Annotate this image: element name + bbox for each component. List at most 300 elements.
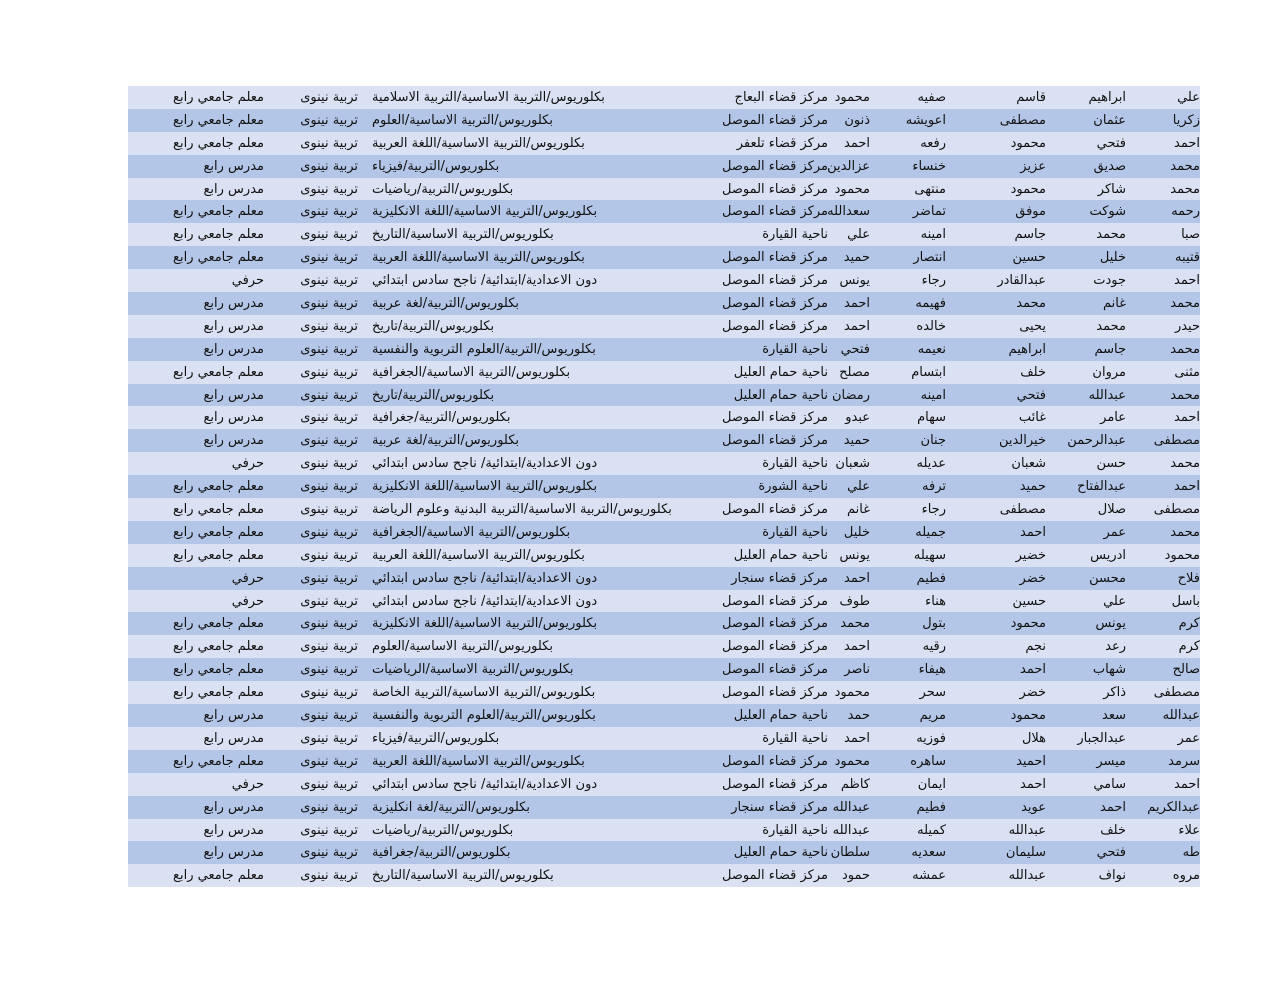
cell-grandfather-name: محمد (1016, 296, 1046, 312)
table-row (128, 612, 1200, 635)
cell-father-name: جودت (1093, 273, 1126, 289)
cell-qualification: بكلوريوس/التربية الاساسية/العلوم (372, 112, 553, 128)
cell-location: مركز قضاء البعاج (734, 90, 828, 105)
cell-job-title: حرفي (231, 570, 264, 586)
cell-grandfather-name: خضير (1015, 547, 1046, 563)
cell-mother-father-name: علي (847, 479, 870, 495)
cell-location: مركز قضاء الموصل (721, 204, 828, 220)
cell-grandfather-name: هلال (1021, 730, 1046, 746)
cell-location: مركز قضاء الموصل (721, 502, 828, 518)
cell-qualification: بكلوريوس/التربية الاساسية/الجغرافية (372, 524, 571, 540)
cell-directorate: تربية نينوى (300, 364, 358, 380)
cell-mother-name: كميله (917, 822, 946, 838)
cell-father-name: سعد (1102, 708, 1126, 724)
cell-qualification: بكلوريوس/التربية الاساسية/التاريخ (372, 868, 554, 884)
table-row (128, 819, 1200, 842)
cell-first-name: رحمه (1171, 204, 1200, 220)
cell-directorate: تربية نينوى (300, 410, 358, 426)
cell-directorate: تربية نينوى (300, 296, 358, 312)
cell-mother-father-name: محمود (834, 685, 870, 701)
table-row (128, 704, 1200, 727)
cell-mother-father-name: يونس (839, 273, 870, 289)
cell-father-name: خلف (1100, 822, 1126, 838)
cell-location: مركز قضاء تلعفر (736, 135, 828, 151)
cell-directorate: تربية نينوى (300, 433, 358, 449)
cell-directorate: تربية نينوى (300, 112, 358, 128)
cell-mother-name: فوزيه (916, 730, 946, 746)
cell-job-title: مدرس رابع (203, 845, 264, 861)
cell-first-name: احمد (1174, 479, 1200, 495)
cell-grandfather-name: محمود (1010, 708, 1046, 724)
cell-mother-father-name: محمد (840, 616, 870, 632)
cell-location: مركز قضاء الموصل (721, 410, 828, 426)
cell-location: مركز قضاء الموصل (721, 662, 828, 678)
cell-location: مركز قضاء سنجار (731, 570, 828, 586)
cell-first-name: مروه (1172, 868, 1200, 884)
cell-location: مركز قضاء الموصل (721, 433, 828, 449)
cell-qualification: بكلوريوس/التربية/تاريخ (372, 318, 495, 334)
cell-mother-father-name: طوف (839, 593, 870, 609)
cell-directorate: تربية نينوى (300, 181, 358, 197)
cell-qualification: بكلوريوس/التربية الاساسية/التاريخ (372, 227, 554, 243)
cell-mother-father-name: فتحي (840, 341, 870, 357)
cell-grandfather-name: حميد (1019, 479, 1046, 495)
cell-location: ناحية القيارة (762, 456, 828, 472)
cell-job-title: حرفي (231, 593, 264, 609)
cell-mother-father-name: حمد (847, 708, 870, 724)
cell-mother-father-name: ذنون (844, 112, 870, 128)
cell-father-name: عبدالرحمن (1067, 433, 1126, 449)
cell-mother-father-name: سعدالله (827, 204, 870, 220)
cell-father-name: احمد (1100, 799, 1126, 815)
cell-first-name: زكريا (1172, 112, 1200, 128)
table-row (128, 521, 1200, 544)
cell-location: ناحية حمام العليل (733, 708, 828, 724)
table-row (128, 429, 1200, 452)
cell-job-title: مدرس رابع (203, 433, 264, 449)
cell-directorate: تربية نينوى (300, 822, 358, 838)
cell-job-title: معلم جامعي رابع (173, 479, 264, 495)
cell-mother-name: جنان (920, 433, 946, 449)
cell-father-name: سامي (1093, 776, 1126, 792)
cell-first-name: مصطفى (1153, 433, 1200, 449)
cell-job-title: مدرس رابع (203, 296, 264, 312)
table-row (128, 727, 1200, 750)
cell-father-name: فتحي (1096, 845, 1126, 861)
cell-qualification: بكلوريوس/التربية/جغرافية (372, 845, 511, 861)
cell-mother-name: نعيمه (917, 341, 946, 357)
cell-grandfather-name: غائب (1018, 410, 1046, 426)
cell-job-title: معلم جامعي رابع (173, 250, 264, 266)
cell-mother-name: امينه (920, 227, 946, 243)
cell-directorate: تربية نينوى (300, 845, 358, 861)
cell-mother-name: عمشه (912, 868, 946, 884)
cell-directorate: تربية نينوى (300, 273, 358, 289)
cell-grandfather-name: ابراهيم (1008, 341, 1046, 357)
cell-job-title: معلم جامعي رابع (173, 502, 264, 518)
cell-mother-name: ساهره (910, 753, 946, 769)
cell-qualification: بكلوريوس/التربية الاساسية/الجغرافية (372, 364, 571, 380)
cell-first-name: قتيبه (1175, 250, 1200, 266)
cell-grandfather-name: عبدالقادر (997, 273, 1046, 289)
cell-father-name: محمد (1096, 227, 1126, 243)
cell-father-name: رعد (1105, 639, 1126, 655)
cell-first-name: محمد (1170, 456, 1200, 472)
cell-grandfather-name: احمد (1020, 524, 1046, 540)
cell-qualification: بكلوريوس/التربية/تاريخ (372, 387, 495, 403)
cell-qualification: بكلوريوس/التربية/لغة عربية (372, 433, 520, 449)
cell-first-name: محمد (1170, 341, 1200, 357)
cell-father-name: عثمان (1093, 112, 1126, 128)
cell-father-name: فتحي (1096, 135, 1126, 151)
cell-father-name: ميسر (1096, 753, 1126, 769)
cell-father-name: حسن (1096, 456, 1126, 472)
cell-location: مركز قضاء الموصل (721, 273, 828, 289)
cell-location: مركز قضاء الموصل (721, 112, 828, 128)
cell-job-title: معلم جامعي رابع (173, 868, 264, 884)
cell-father-name: مروان (1092, 364, 1126, 380)
cell-first-name: طه (1182, 845, 1200, 861)
cell-mother-father-name: احمد (844, 730, 870, 746)
cell-directorate: تربية نينوى (300, 456, 358, 472)
cell-directorate: تربية نينوى (300, 479, 358, 495)
cell-grandfather-name: فتحي (1016, 387, 1046, 403)
cell-mother-name: عديله (916, 456, 946, 472)
cell-grandfather-name: محمود (1010, 135, 1046, 151)
cell-location: ناحية القيارة (762, 822, 828, 838)
cell-job-title: معلم جامعي رابع (173, 90, 264, 105)
cell-father-name: خليل (1099, 250, 1126, 266)
cell-qualification: دون الاعدادية/ابتدائية/ ناجح سادس ابتدائي (372, 570, 598, 586)
cell-grandfather-name: عويد (1021, 799, 1046, 815)
cell-grandfather-name: نجم (1025, 639, 1046, 655)
cell-job-title: حرفي (231, 776, 264, 792)
cell-mother-father-name: عبدو (845, 410, 870, 426)
cell-first-name: عبدالكريم (1147, 799, 1200, 815)
cell-mother-father-name: محمود (834, 181, 870, 197)
cell-job-title: معلم جامعي رابع (173, 204, 264, 220)
cell-mother-name: فطيم (916, 799, 946, 815)
employee-table (128, 86, 1200, 887)
cell-location: مركز قضاء الموصل (721, 250, 828, 266)
cell-first-name: فلاح (1177, 570, 1200, 586)
table-row (128, 155, 1200, 178)
cell-first-name: كرم (1178, 639, 1200, 655)
cell-job-title: حرفي (231, 273, 264, 289)
cell-grandfather-name: قاسم (1016, 90, 1046, 105)
cell-mother-father-name: احمد (844, 296, 870, 312)
cell-mother-name: اعويشه (905, 112, 946, 128)
cell-father-name: عبدالفتاح (1077, 479, 1126, 495)
table-row (128, 635, 1200, 658)
cell-qualification: بكلوريوس/التربية الاساسية/التربية البدنية وعلوم الرياضة (372, 502, 672, 518)
cell-father-name: شهاب (1092, 662, 1126, 678)
cell-mother-father-name: مصلح (839, 364, 870, 380)
cell-location: مركز قضاء الموصل (721, 776, 828, 792)
cell-mother-father-name: رمضان (831, 387, 870, 403)
cell-location: ناحية حمام العليل (733, 387, 828, 403)
cell-mother-father-name: احمد (844, 318, 870, 334)
cell-father-name: عبدالله (1088, 387, 1126, 403)
cell-directorate: تربية نينوى (300, 158, 358, 174)
cell-grandfather-name: جاسم (1014, 227, 1046, 243)
cell-grandfather-name: موفق (1015, 204, 1046, 220)
cell-mother-father-name: ناصر (844, 662, 870, 678)
cell-directorate: تربية نينوى (300, 593, 358, 609)
cell-mother-name: فهيمه (915, 296, 946, 312)
cell-father-name: يونس (1095, 616, 1126, 632)
cell-mother-father-name: حمود (841, 868, 870, 884)
cell-mother-name: خالده (916, 318, 946, 334)
cell-qualification: بكلوريوس/التربية الاساسية/التربية الاسلامية (372, 90, 605, 105)
cell-first-name: محمد (1170, 181, 1200, 197)
cell-mother-name: بتول (922, 616, 946, 632)
table-row (128, 590, 1200, 613)
cell-location: مركز قضاء الموصل (721, 158, 828, 174)
cell-grandfather-name: احميد (1016, 753, 1046, 769)
cell-qualification: بكلوريوس/التربية الاساسية/اللغة الانكليزية (372, 616, 598, 632)
cell-job-title: حرفي (231, 456, 264, 472)
cell-first-name: محمد (1170, 387, 1200, 403)
cell-first-name: مصطفى (1153, 502, 1200, 518)
cell-directorate: تربية نينوى (300, 868, 358, 884)
cell-location: مركز قضاء الموصل (721, 181, 828, 197)
cell-job-title: مدرس رابع (203, 341, 264, 357)
table-row (128, 681, 1200, 704)
cell-first-name: علاء (1178, 822, 1200, 838)
table-row (128, 384, 1200, 407)
table-row (128, 246, 1200, 269)
cell-grandfather-name: خيرالدين (998, 433, 1046, 449)
cell-job-title: معلم جامعي رابع (173, 135, 264, 151)
cell-father-name: محمد (1096, 318, 1126, 334)
cell-father-name: ابراهيم (1088, 90, 1126, 105)
cell-grandfather-name: يحيى (1019, 318, 1046, 334)
table-row (128, 773, 1200, 796)
cell-job-title: مدرس رابع (203, 158, 264, 174)
cell-job-title: معلم جامعي رابع (173, 753, 264, 769)
cell-first-name: عبدالله (1162, 708, 1200, 724)
table-row (128, 658, 1200, 681)
table-row (128, 452, 1200, 475)
cell-father-name: ذاكر (1103, 685, 1126, 701)
cell-directorate: تربية نينوى (300, 547, 358, 563)
cell-job-title: مدرس رابع (203, 822, 264, 838)
cell-mother-name: فطيم (916, 570, 946, 586)
cell-mother-father-name: احمد (844, 135, 870, 151)
cell-mother-father-name: احمد (844, 570, 870, 586)
cell-mother-name: رقيه (922, 639, 946, 655)
cell-grandfather-name: احمد (1020, 776, 1046, 792)
cell-mother-father-name: غانم (846, 502, 870, 518)
cell-job-title: معلم جامعي رابع (173, 639, 264, 655)
table-row (128, 109, 1200, 132)
cell-location: ناحية الشورة (758, 479, 828, 495)
cell-location: ناحية حمام العليل (733, 845, 828, 861)
cell-job-title: معلم جامعي رابع (173, 524, 264, 540)
cell-job-title: معلم جامعي رابع (173, 616, 264, 632)
cell-mother-father-name: محمود (834, 753, 870, 769)
cell-father-name: غانم (1102, 296, 1126, 312)
cell-first-name: كرم (1178, 616, 1200, 632)
cell-father-name: عامر (1100, 410, 1126, 426)
cell-qualification: بكلوريوس/التربية الاساسية/التربية الخاصة (372, 685, 596, 701)
table-row (128, 498, 1200, 521)
table-row (128, 269, 1200, 292)
cell-first-name: علي (1177, 90, 1200, 105)
cell-directorate: تربية نينوى (300, 387, 358, 403)
cell-first-name: مثنى (1174, 364, 1200, 380)
cell-qualification: بكلوريوس/التربية/لغة عربية (372, 296, 520, 312)
cell-location: ناحية القيارة (762, 524, 828, 540)
table-row (128, 200, 1200, 223)
cell-directorate: تربية نينوى (300, 524, 358, 540)
cell-qualification: بكلوريوس/التربية الاساسية/اللغة العربية (372, 250, 585, 266)
cell-qualification: بكلوريوس/التربية الاساسية/اللغة الانكليزية (372, 204, 598, 220)
table-row (128, 338, 1200, 361)
cell-directorate: تربية نينوى (300, 662, 358, 678)
cell-location: مركز قضاء الموصل (721, 753, 828, 769)
cell-job-title: معلم جامعي رابع (173, 662, 264, 678)
cell-qualification: بكلوريوس/التربية/فيزياء (372, 730, 500, 746)
cell-father-name: صلال (1097, 502, 1126, 518)
cell-mother-name: صفيه (917, 90, 946, 105)
cell-mother-father-name: كاظم (840, 776, 870, 792)
cell-location: ناحية القيارة (762, 227, 828, 243)
cell-job-title: مدرس رابع (203, 708, 264, 724)
cell-mother-father-name: محمود (834, 90, 870, 105)
cell-first-name: احمد (1174, 273, 1200, 289)
cell-job-title: مدرس رابع (203, 318, 264, 334)
cell-directorate: تربية نينوى (300, 708, 358, 724)
cell-mother-father-name: يونس (839, 547, 870, 563)
cell-mother-father-name: احمد (844, 639, 870, 655)
cell-mother-father-name: عزالدين (827, 158, 870, 174)
cell-job-title: مدرس رابع (203, 730, 264, 746)
cell-qualification: بكلوريوس/التربية الاساسية/الرياضيات (372, 662, 574, 678)
cell-qualification: بكلوريوس/التربية الاساسية/اللغة العربية (372, 753, 585, 769)
cell-qualification: بكلوريوس/التربية/جغرافية (372, 410, 511, 426)
cell-mother-name: رفعه (920, 135, 946, 151)
cell-location: مركز قضاء الموصل (721, 685, 828, 701)
cell-qualification: بكلوريوس/التربية/رياضيات (372, 181, 514, 197)
cell-mother-name: رجاء (921, 273, 946, 289)
cell-directorate: تربية نينوى (300, 753, 358, 769)
cell-mother-name: سحر (919, 685, 946, 701)
table-row (128, 841, 1200, 864)
cell-first-name: سرمد (1168, 753, 1200, 769)
cell-qualification: بكلوريوس/التربية/لغة انكليزية (372, 799, 530, 815)
cell-mother-father-name: خليل (843, 524, 870, 540)
table-row (128, 292, 1200, 315)
cell-location: مركز قضاء سنجار (731, 799, 828, 815)
cell-mother-father-name: سلطان (830, 845, 870, 861)
cell-location: مركز قضاء الموصل (721, 616, 828, 632)
cell-mother-name: هيفاء (918, 662, 946, 678)
cell-location: ناحية حمام العليل (733, 547, 828, 563)
cell-first-name: صالح (1172, 662, 1200, 678)
cell-directorate: تربية نينوى (300, 799, 358, 815)
cell-mother-name: سهيله (913, 547, 946, 563)
cell-qualification: بكلوريوس/التربية/رياضيات (372, 822, 514, 838)
cell-first-name: محمود (1164, 547, 1200, 563)
cell-mother-father-name: شعبان (835, 456, 870, 472)
cell-father-name: عمر (1103, 524, 1126, 540)
cell-mother-name: سهام (917, 410, 946, 426)
cell-qualification: دون الاعدادية/ابتدائية/ ناجح سادس ابتدائي (372, 273, 598, 289)
cell-directorate: تربية نينوى (300, 730, 358, 746)
table-row (128, 567, 1200, 590)
cell-job-title: مدرس رابع (203, 387, 264, 403)
cell-grandfather-name: خضر (1019, 685, 1046, 701)
cell-first-name: عمر (1177, 730, 1200, 746)
cell-father-name: جاسم (1094, 341, 1126, 357)
cell-directorate: تربية نينوى (300, 341, 358, 357)
cell-job-title: مدرس رابع (203, 181, 264, 197)
cell-father-name: شوكت (1089, 204, 1126, 220)
table-row (128, 544, 1200, 567)
cell-location: ناحية حمام العليل (733, 364, 828, 380)
cell-location: مركز قضاء الموصل (721, 868, 828, 884)
cell-location: ناحية القيارة (762, 730, 828, 746)
cell-qualification: بكلوريوس/التربية/العلوم التربوية والنفسية (372, 341, 596, 357)
cell-grandfather-name: سليمان (1005, 845, 1046, 861)
cell-grandfather-name: عزيز (1020, 158, 1046, 174)
cell-mother-name: هناء (925, 593, 946, 609)
cell-directorate: تربية نينوى (300, 250, 358, 266)
cell-qualification: بكلوريوس/التربية الاساسية/اللغة العربية (372, 135, 585, 151)
cell-father-name: ادريس (1090, 547, 1126, 563)
cell-mother-name: جميله (915, 524, 946, 540)
table-row (128, 223, 1200, 246)
cell-first-name: مصطفى (1153, 685, 1200, 701)
cell-job-title: معلم جامعي رابع (173, 364, 264, 380)
cell-qualification: بكلوريوس/التربية/العلوم التربوية والنفسية (372, 708, 596, 724)
cell-first-name: احمد (1174, 410, 1200, 426)
cell-location: مركز قضاء الموصل (721, 593, 828, 609)
cell-directorate: تربية نينوى (300, 570, 358, 586)
cell-location: مركز قضاء الموصل (721, 296, 828, 312)
cell-mother-name: سعديه (911, 845, 946, 861)
cell-grandfather-name: مصطفى (999, 502, 1046, 518)
cell-directorate: تربية نينوى (300, 227, 358, 243)
cell-mother-name: خنساء (912, 158, 946, 174)
cell-mother-name: امينه (920, 387, 946, 403)
cell-grandfather-name: عبدالله (1008, 822, 1046, 838)
cell-mother-name: رجاء (921, 502, 946, 518)
cell-mother-father-name: عبدالله (832, 799, 870, 815)
cell-grandfather-name: حسين (1012, 593, 1046, 609)
cell-qualification: بكلوريوس/التربية/فيزياء (372, 158, 500, 174)
cell-father-name: شاكر (1097, 181, 1126, 197)
cell-father-name: صديق (1093, 158, 1126, 174)
cell-job-title: مدرس رابع (203, 410, 264, 426)
table-row (128, 796, 1200, 819)
cell-grandfather-name: مصطفى (999, 112, 1046, 128)
table-row (128, 178, 1200, 201)
cell-grandfather-name: شعبان (1011, 456, 1046, 472)
table-row (128, 315, 1200, 338)
cell-first-name: احمد (1174, 776, 1200, 792)
cell-mother-father-name: حميد (843, 433, 870, 449)
cell-first-name: صبا (1181, 227, 1200, 243)
table-row (128, 864, 1200, 887)
cell-location: مركز قضاء الموصل (721, 318, 828, 334)
cell-directorate: تربية نينوى (300, 502, 358, 518)
cell-mother-father-name: عبدالله (832, 822, 870, 838)
cell-first-name: محمد (1170, 296, 1200, 312)
cell-directorate: تربية نينوى (300, 204, 358, 220)
